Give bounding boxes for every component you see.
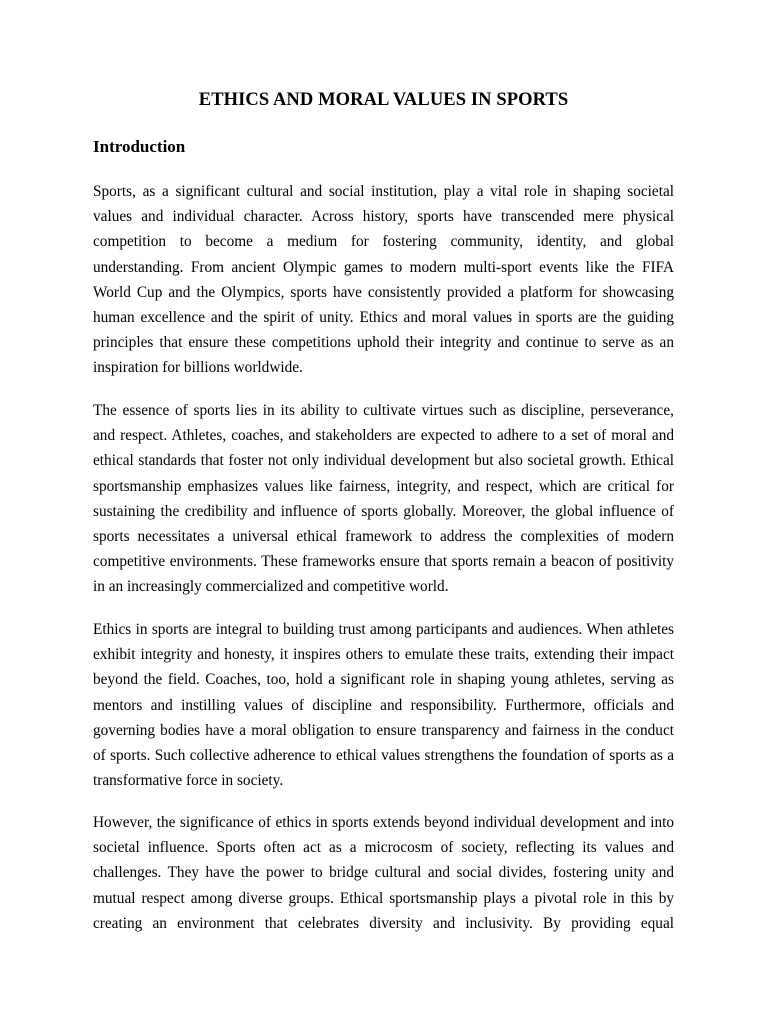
paragraph-line: sportsmanship emphasizes values like fairness, integrity, and respect, which are critical for — [93, 477, 674, 495]
paragraph-line: exhibit integrity and honesty, it inspires others to emulate these traits, extending their impact — [93, 646, 674, 664]
paragraph-line: competitive environments. These frameworks ensure that sports remain a beacon of positivity — [93, 553, 674, 571]
paragraph-line: creating an environment that celebrates diversity and inclusivity. By providing equal — [93, 914, 674, 932]
paragraph-line: Ethics in sports are integral to building trust among participants and audiences. When athletes — [93, 621, 674, 638]
paragraph-line: human excellence and the spirit of unity. Ethics and moral values in sports are the guiding — [93, 308, 674, 326]
paragraph-line: ethical standards that foster not only individual development but also societal growth. Ethical — [93, 452, 674, 470]
paragraph-line: of sports. Such collective adherence to ethical values strengthens the foundation of sports as a — [93, 746, 674, 764]
paragraph-line: sustaining the credibility and influence of sports globally. Moreover, the global influence of — [93, 502, 674, 520]
section-heading: Introduction — [93, 137, 186, 156]
paragraph-line: Sports, as a significant cultural and social institution, play a vital role in shaping societal — [93, 183, 674, 200]
paragraph-line: mentors and instilling values of discipline and responsibility. Furthermore, officials and — [93, 696, 674, 714]
paragraph-line: challenges. They have the power to bridge cultural and social divides, fostering unity and — [93, 864, 674, 882]
paragraph-line: principles that ensure these competitions uphold their integrity and continue to serve as an — [93, 334, 674, 352]
document-title: ETHICS AND MORAL VALUES IN SPORTS — [198, 90, 569, 110]
paragraph-line: mutual respect among diverse groups. Ethical sportsmanship plays a pivotal role in this by — [93, 889, 674, 907]
paragraph-line: values and individual character. Across history, sports have transcended mere physical — [93, 208, 674, 226]
paragraph-2 — [93, 398, 674, 600]
paragraph-line: societal influence. Sports often act as a microcosm of society, reflecting its values and — [93, 839, 674, 857]
paragraph-line: sports necessitates a universal ethical framework to address the complexities of modern — [93, 527, 674, 545]
paragraph-line: However, the significance of ethics in sports extends beyond individual development and into — [93, 814, 674, 831]
paragraph-line: transformative force in society. — [93, 772, 284, 790]
paragraph-line: governing bodies have a moral obligation to ensure transparency and fairness in the conduct — [93, 721, 674, 739]
paragraph-line: The essence of sports lies in its ability to cultivate virtues such as discipline, perseverance, — [93, 402, 674, 419]
paragraph-line: beyond the field. Coaches, too, hold a significant role in shaping young athletes, serving as — [93, 671, 674, 689]
paragraph-line: World Cup and the Olympics, sports have consistently provided a platform for showcasing — [93, 283, 674, 301]
paragraph-line: understanding. From ancient Olympic games to modern multi-sport events like the FIFA — [93, 258, 674, 276]
paragraph-line: inspiration for billions worldwide. — [93, 359, 303, 377]
paragraph-line: and respect. Athletes, coaches, and stakeholders are expected to adhere to a set of moral and — [93, 427, 674, 445]
paragraph-3 — [93, 617, 674, 793]
paragraph-4 — [93, 810, 674, 936]
paragraph-line: in an increasingly commercialized and competitive world. — [93, 578, 449, 596]
paragraph-line: competition to become a medium for fostering community, identity, and global — [93, 233, 674, 251]
paragraph-1 — [93, 179, 674, 381]
